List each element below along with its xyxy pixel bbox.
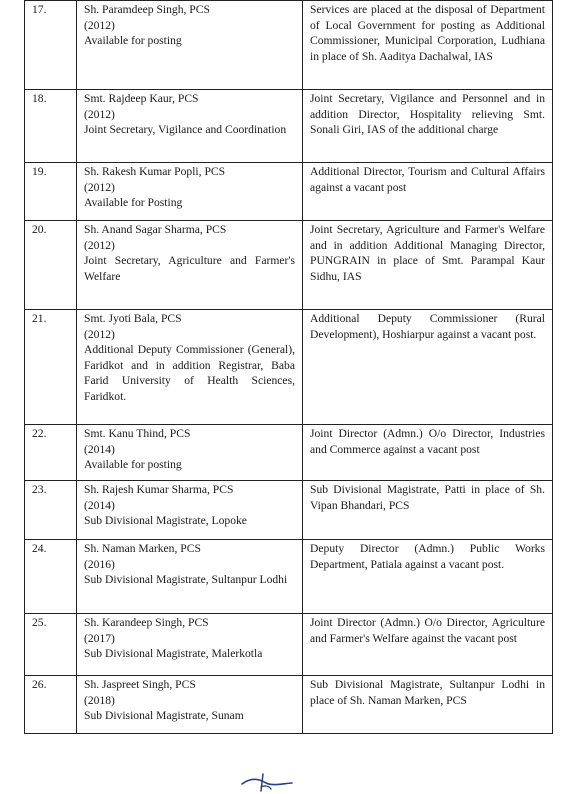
officer-cell	[77, 90, 303, 163]
officer-cell	[77, 163, 303, 221]
officer-batch: (2012)	[84, 327, 115, 341]
table-row	[25, 1, 553, 90]
new-posting: Sub Divisional Magistrate, Sultanpur Lodhi in place of Sh. Naman Marken, PCS	[303, 676, 553, 734]
officer-name: Sh. Jaspreet Singh, PCS	[84, 678, 196, 691]
serial-number: 18.	[25, 90, 77, 163]
officer-cell	[77, 425, 303, 481]
officer-name: Sh. Anand Sagar Sharma, PCS	[84, 223, 227, 236]
new-posting: Deputy Director (Admn.) Public Works Department, Patiala against a vacant post.	[303, 540, 553, 614]
new-posting: Joint Secretary, Vigilance and Personnel and in addition Director, Hospitality relieving Smt. Sonali Giri, IAS of the additional charge	[303, 90, 553, 163]
new-posting: Services are placed at the disposal of Department of Local Government for posting as Additional Commissioner, Municipal Corporation, Ludhiana in place of Sh. Aaditya Dachalwal, IAS	[303, 1, 553, 90]
current-posting: Additional Deputy Commissioner (General), Faridkot and in addition Registrar, Baba Farid University of Health Sciences, Faridkot.	[84, 343, 295, 403]
officer-batch: (2012)	[84, 180, 115, 194]
current-posting: Sub Divisional Magistrate, Malerkotla	[84, 647, 263, 661]
table-row	[25, 163, 553, 221]
signature-mark	[236, 772, 296, 792]
serial-number: 20.	[25, 221, 77, 310]
table-row	[25, 425, 553, 481]
officer-name: Smt. Kanu Thind, PCS	[84, 427, 191, 440]
new-posting: Sub Divisional Magistrate, Patti in place of Sh. Vipan Bhandari, PCS	[303, 481, 553, 540]
table-row	[25, 221, 553, 310]
officer-batch: (2012)	[84, 238, 115, 252]
current-posting: Available for posting	[84, 34, 182, 48]
current-posting: Available for Posting	[84, 196, 183, 210]
officer-cell	[77, 481, 303, 540]
new-posting: Additional Deputy Commissioner (Rural Development), Hoshiarpur against a vacant post.	[303, 310, 553, 425]
serial-number: 17.	[25, 1, 77, 90]
current-posting: Joint Secretary, Vigilance and Coordination	[84, 123, 287, 137]
serial-number: 24.	[25, 540, 77, 614]
officer-batch: (2012)	[84, 107, 115, 121]
serial-number: 23.	[25, 481, 77, 540]
officer-batch: (2016)	[84, 557, 115, 571]
serial-number: 19.	[25, 163, 77, 221]
serial-number: 26.	[25, 676, 77, 734]
officer-cell	[77, 310, 303, 425]
serial-number: 25.	[25, 614, 77, 676]
new-posting: Additional Director, Tourism and Cultural Affairs against a vacant post	[303, 163, 553, 221]
officer-cell	[77, 614, 303, 676]
officer-name: Sh. Rajesh Kumar Sharma, PCS	[84, 483, 234, 496]
new-posting: Joint Director (Admn.) O/o Director, Agriculture and Farmer's Welfare against the vacant post	[303, 614, 553, 676]
officer-name: Sh. Paramdeep Singh, PCS	[84, 3, 210, 16]
officer-name: Sh. Rakesh Kumar Popli, PCS	[84, 165, 226, 178]
current-posting: Sub Divisional Magistrate, Sunam	[84, 709, 244, 723]
current-posting: Joint Secretary, Agriculture and Farmer's Welfare	[84, 254, 295, 283]
officer-name: Sh. Naman Marken, PCS	[84, 542, 201, 555]
officer-name: Sh. Karandeep Singh, PCS	[84, 616, 209, 629]
officer-cell	[77, 221, 303, 310]
new-posting: Joint Secretary, Agriculture and Farmer's Welfare and in addition Additional Managing Director, PUNGRAIN in place of Smt. Parampal Kaur Sidhu, IAS	[303, 221, 553, 310]
serial-number: 21.	[25, 310, 77, 425]
officer-batch: (2012)	[84, 18, 115, 32]
officer-batch: (2014)	[84, 442, 115, 456]
officer-batch: (2014)	[84, 498, 115, 512]
table-row	[25, 90, 553, 163]
officer-cell	[77, 676, 303, 734]
officer-batch: (2017)	[84, 631, 115, 645]
serial-number: 22.	[25, 425, 77, 481]
table-row	[25, 614, 553, 676]
officer-name: Smt. Jyoti Bala, PCS	[84, 312, 182, 325]
table-row	[25, 310, 553, 425]
current-posting: Sub Divisional Magistrate, Sultanpur Lodhi	[84, 573, 288, 587]
new-posting: Joint Director (Admn.) O/o Director, Industries and Commerce against a vacant post	[303, 425, 553, 481]
officer-batch: (2018)	[84, 693, 115, 707]
current-posting: Available for posting	[84, 458, 182, 472]
officer-name: Smt. Rajdeep Kaur, PCS	[84, 92, 199, 105]
current-posting: Sub Divisional Magistrate, Lopoke	[84, 514, 247, 528]
table-row	[25, 676, 553, 734]
postings-table	[24, 0, 553, 734]
table-row	[25, 481, 553, 540]
officer-cell	[77, 540, 303, 614]
table-row	[25, 540, 553, 614]
officer-cell	[77, 1, 303, 90]
